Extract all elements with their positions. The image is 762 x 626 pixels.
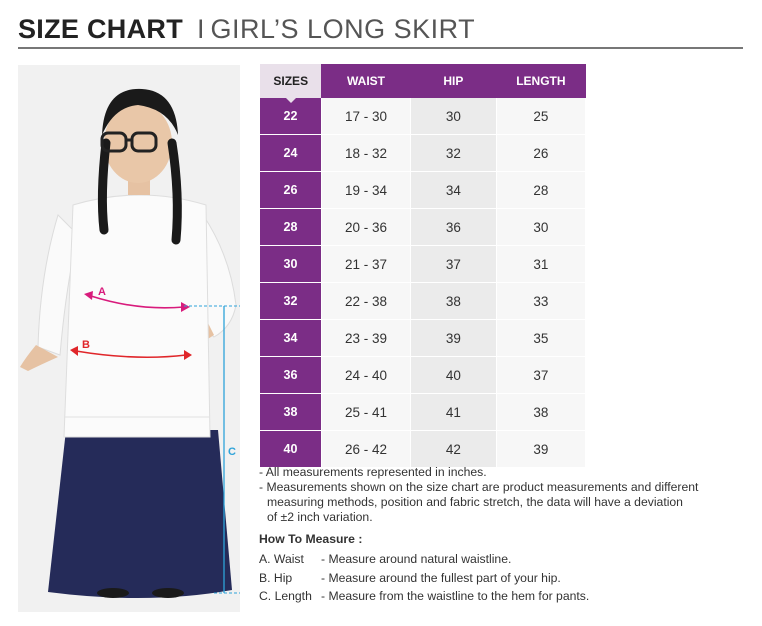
waist-label: A <box>98 286 106 298</box>
girl-illustration <box>18 65 240 612</box>
waist-cell: 20 - 36 <box>321 209 410 246</box>
hip-cell: 38 <box>411 283 497 320</box>
hip-cell: 39 <box>411 320 497 357</box>
right-shoe <box>152 588 184 598</box>
size-cell: 34 <box>260 320 321 357</box>
table-row <box>260 135 586 172</box>
table-row <box>260 431 586 468</box>
waist-cell: 19 - 34 <box>321 172 410 209</box>
length-cell: 28 <box>496 172 585 209</box>
header-divider <box>18 47 743 49</box>
hip-cell: 34 <box>411 172 497 209</box>
waist-cell: 26 - 42 <box>321 431 410 468</box>
page-title: SIZE CHART <box>18 14 183 44</box>
table-row <box>260 246 586 283</box>
white-tunic <box>64 195 210 437</box>
length-cell: 33 <box>496 283 585 320</box>
table-row <box>260 172 586 209</box>
how-to-measure-title: How To Measure : <box>259 532 363 546</box>
hip-cell: 41 <box>411 394 497 431</box>
note-line: measuring methods, position and fabric stretch, the data will have a deviation <box>267 495 683 509</box>
hip-cell: 42 <box>411 431 497 468</box>
hip-cell: 32 <box>411 135 497 172</box>
size-cell: 32 <box>260 283 321 320</box>
measure-item-hip <box>259 569 749 588</box>
title-separator: I <box>197 14 205 44</box>
hip-cell: 30 <box>411 98 497 135</box>
length-cell: 30 <box>496 209 585 246</box>
waist-cell: 23 - 39 <box>321 320 410 357</box>
size-cell: 36 <box>260 357 321 394</box>
measure-desc: - Measure around natural waistline. <box>321 552 512 567</box>
length-cell: 38 <box>496 394 585 431</box>
page-subtitle: GIRL’S LONG SKIRT <box>210 14 476 44</box>
size-cell: 40 <box>260 431 321 468</box>
length-cell: 35 <box>496 320 585 357</box>
table-header-row <box>260 64 586 98</box>
note-line: - Measurements shown on the size chart are product measurements and different <box>259 480 699 494</box>
right-braid <box>172 143 177 240</box>
length-cell: 26 <box>496 135 585 172</box>
note-line: of ±2 inch variation. <box>267 510 373 524</box>
table-row <box>260 283 586 320</box>
table-row <box>260 357 586 394</box>
waist-cell: 18 - 32 <box>321 135 410 172</box>
hip-cell: 40 <box>411 357 497 394</box>
waist-cell: 17 - 30 <box>321 98 410 135</box>
table-row <box>260 394 586 431</box>
table-row <box>260 209 586 246</box>
measurement-notes <box>259 465 749 525</box>
how-to-measure <box>259 532 749 606</box>
page-header <box>18 14 475 48</box>
table-row <box>260 320 586 357</box>
measure-term: B. Hip <box>259 570 293 585</box>
measure-term: A. Waist <box>259 552 304 567</box>
hip-cell: 37 <box>411 246 497 283</box>
size-chart-table <box>260 64 586 468</box>
measure-desc: - Measure from the waistline to the hem for pants. <box>321 589 590 604</box>
hip-cell: 36 <box>411 209 497 246</box>
measure-item-waist <box>259 550 749 569</box>
size-cell: 26 <box>260 172 321 209</box>
size-cell: 24 <box>260 135 321 172</box>
size-cell: 22 <box>260 98 321 135</box>
skirt-shape <box>48 430 232 598</box>
size-cell: 30 <box>260 246 321 283</box>
waist-cell: 24 - 40 <box>321 357 410 394</box>
left-braid <box>102 143 106 230</box>
length-cell: 25 <box>496 98 585 135</box>
waist-cell: 25 - 41 <box>321 394 410 431</box>
waist-cell: 22 - 38 <box>321 283 410 320</box>
col-header-hip: HIP <box>411 64 497 98</box>
waist-cell: 21 - 37 <box>321 246 410 283</box>
model-photo <box>18 65 240 612</box>
hip-label: B <box>82 339 90 351</box>
length-cell: 39 <box>496 431 585 468</box>
left-shoe <box>97 588 129 598</box>
measure-desc: - Measure around the fullest part of your hip. <box>321 570 561 585</box>
length-cell: 37 <box>496 357 585 394</box>
note-line: - All measurements represented in inches. <box>259 465 487 479</box>
col-header-length: LENGTH <box>496 64 585 98</box>
length-cell: 31 <box>496 246 585 283</box>
measure-term: C. Length <box>259 589 312 604</box>
col-header-waist: WAIST <box>321 64 410 98</box>
length-label: C <box>228 446 236 458</box>
size-cell: 28 <box>260 209 321 246</box>
size-cell: 38 <box>260 394 321 431</box>
measure-item-length <box>259 587 749 606</box>
col-header-sizes: SIZES <box>260 64 321 98</box>
table-row <box>260 98 586 135</box>
